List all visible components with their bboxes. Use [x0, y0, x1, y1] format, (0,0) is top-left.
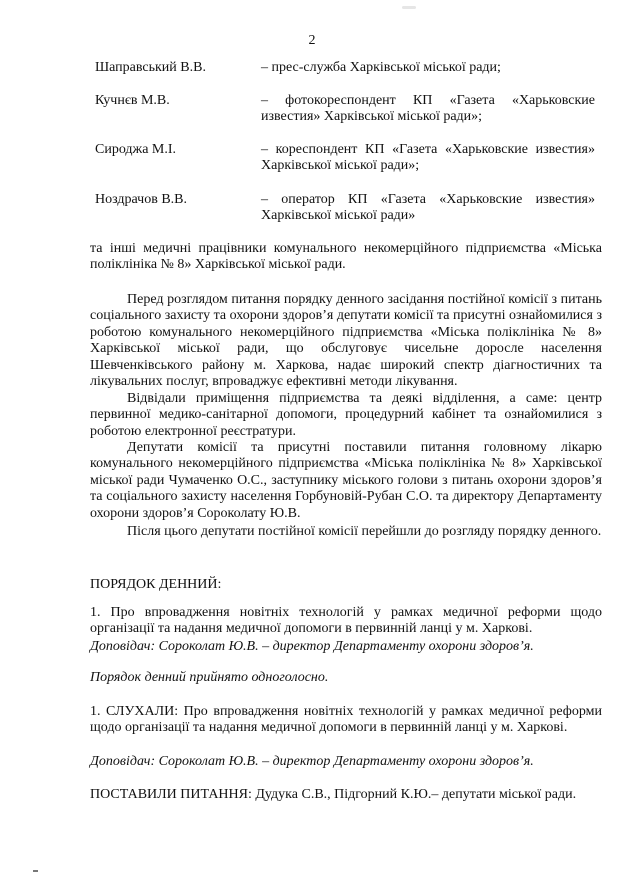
attendee-name: Шаправський В.В. [95, 60, 206, 75]
questions-line: ПОСТАВИЛИ ПИТАННЯ: Дудука С.В., Підгорний К.Ю.– депутати міської ради. [90, 787, 577, 802]
agenda-item: 1. Про впровадження новітніх технологій у рамках медичної реформи щодо організації та надання медичної допомоги в первинній ланці у м. Харкові. [90, 605, 602, 637]
attendee-name: Сироджа М.І. [95, 142, 177, 157]
intro-paragraph: Відвідали приміщення підприємства та деякі відділення, а саме: центр первинної медико-санітарної допомоги, процедурний кабінет та ознайомилися з роботою електронної реєстратури. [90, 391, 602, 439]
agenda-heading: ПОРЯДОК ДЕННИЙ: [90, 577, 222, 592]
attendee-name: Кучнєв М.В. [95, 93, 170, 108]
agenda-speaker: Доповідач: Сороколат Ю.В. – директор Департаменту охорони здоров’я. [90, 639, 534, 654]
heard-speaker: Доповідач: Сороколат Ю.В. – директор Департаменту охорони здоров’я. [90, 754, 534, 769]
heard-item: 1. СЛУХАЛИ: Про впровадження новітніх технологій у рамках медичної реформи щодо організації та надання медичної допомоги в первинній ланці у м. Харкові. [90, 704, 602, 736]
attendee-role: – фотокореспондент КП «Газета «Харьковские известия» Харківської міської ради»; [261, 93, 595, 124]
intro-paragraph: Депутати комісії та присутні поставили питання головному лікарю комунального некомерційного підприємства «Міська поліклініка № 8» Харківської міської ради Чумаченко О.С., заступнику міського голови з питань охорони здоров’я та соціального захисту населення Горбуновій-Рубан С.О. та директору Департаменту охорони здоров’я Сороколату Ю.В. [90, 440, 602, 521]
others-paragraph: та інші медичні працівники комунального некомерційного підприємства «Міська поліклініка № 8» Харківської міської ради. [90, 241, 602, 273]
attendee-role: – кореспондент КП «Газета «Харьковские известия» Харківської міської ради»; [261, 142, 595, 173]
attendee-role: – прес-служба Харківської міської ради; [261, 60, 501, 75]
attendee-name: Ноздрачов В.В. [95, 192, 187, 207]
scan-mark [33, 870, 38, 872]
intro-paragraph: Перед розглядом питання порядку денного засідання постійної комісії з питань соціального захисту та охорони здоров’я депутати комісії та присутні ознайомилися з роботою комунального некомерційного підприємства «Міська поліклініка № 8» Харківської міської ради, що обслуговує чисельне доросле населення Шевченківського району м. Харкова, надає широкий спектр діагностичних та лікувальних послуг, впроваджує ефективні методи лікування. [90, 292, 602, 390]
attendee-role: – оператор КП «Газета «Харьковские известия» Харківської міської ради» [261, 192, 595, 223]
intro-paragraph: Після цього депутати постійної комісії перейшли до розгляду порядку денного. [127, 524, 602, 539]
agenda-adopted: Порядок денний прийнято одноголосно. [90, 670, 329, 685]
page-number: 2 [308, 33, 316, 48]
scan-speck [402, 6, 416, 9]
